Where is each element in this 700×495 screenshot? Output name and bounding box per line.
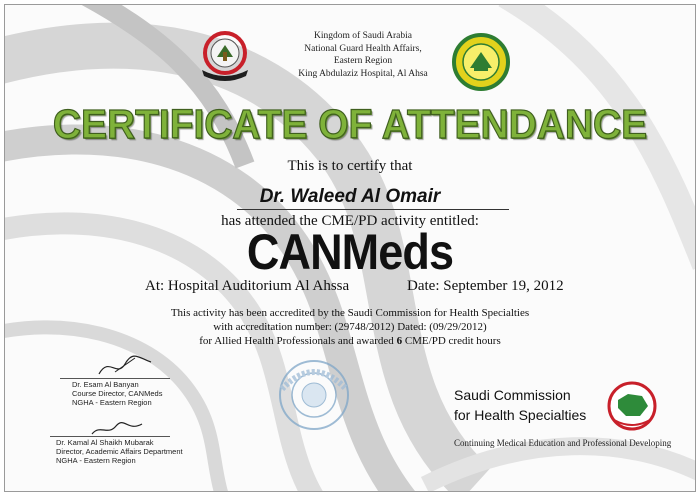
- cme-tagline: Continuing Medical Education and Professional Developing: [454, 438, 672, 448]
- accreditation-line: with accreditation number: (29748/2012) Dated: (09/29/2012): [213, 321, 487, 333]
- signature-line: [50, 436, 170, 437]
- name-underline: [237, 209, 509, 210]
- issuer-line: Kingdom of Saudi Arabia: [314, 31, 412, 41]
- date-text: Date: September 19, 2012: [407, 278, 564, 294]
- issuer-line: Eastern Region: [333, 56, 393, 66]
- signatory-esam: [72, 380, 162, 407]
- venue-text: At: Hospital Auditorium Al Ahssa: [145, 278, 350, 294]
- certificate-title: CERTIFICATE OF ATTENDANCE: [52, 101, 648, 147]
- signatory-org: NGHA - Eastern Region: [56, 456, 136, 465]
- scfhs-logo-icon: [604, 380, 660, 432]
- credit-text-post: CME/PD credit hours: [402, 335, 501, 347]
- accreditation-line: [0, 334, 700, 348]
- signatory-kamal: [56, 438, 183, 465]
- course-title: CANMeds: [246, 224, 454, 280]
- signatory-name: Dr. Kamal Al Shaikh Mubarak: [56, 438, 154, 447]
- accreditation-block: [0, 306, 700, 348]
- recipient-name: Dr. Waleed Al Omair: [259, 186, 441, 207]
- signature-esam-icon: [95, 352, 155, 380]
- ngha-emblem-icon: [196, 30, 254, 82]
- academic-affairs-logo-icon: [448, 32, 514, 92]
- academic-affairs-seal-icon: [276, 355, 352, 435]
- scfhs-line: for Health Specialties: [454, 407, 587, 423]
- issuer-line: National Guard Health Affairs,: [304, 43, 422, 54]
- signatory-org: NGHA - Eastern Region: [72, 398, 152, 407]
- certify-text: This is to certify that: [287, 158, 413, 174]
- credit-hours: 6: [396, 335, 403, 347]
- signatory-title: Course Director, CANMeds: [72, 389, 163, 398]
- credit-text-pre: for Allied Health Professionals and awarded: [199, 335, 397, 347]
- signature-line: [60, 378, 170, 379]
- accreditation-line: This activity has been accredited by the Saudi Commission for Health Specialties: [170, 307, 530, 319]
- scfhs-line: Saudi Commission: [454, 387, 571, 403]
- scfhs-name: [454, 385, 586, 425]
- signatory-name: Dr. Esam Al Banyan: [72, 380, 139, 389]
- issuer-header: [258, 30, 468, 80]
- issuer-line: King Abdulaziz Hospital, Al Ahsa: [298, 68, 428, 79]
- signatory-title: Director, Academic Affairs Department: [56, 447, 183, 456]
- attended-text: has attended the CME/PD activity entitled:: [221, 213, 479, 229]
